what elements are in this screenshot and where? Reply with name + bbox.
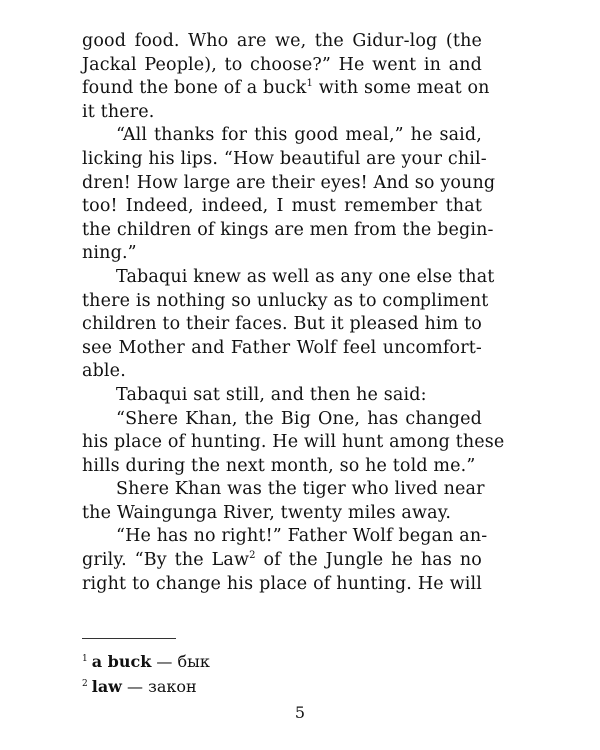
text-line: there is nothing so unlucky as to compliment	[82, 290, 489, 311]
footnote-ref: 1	[306, 78, 314, 90]
footnotes	[82, 649, 210, 699]
footnote-term: law	[91, 677, 122, 696]
text-line: his place of hunting. He will hunt among these	[82, 432, 505, 453]
text-line: Tabaqui knew as well as any one else that	[116, 266, 495, 287]
text-line	[82, 54, 482, 78]
text-line: licking his lips. “How beautiful are your chil-	[82, 148, 487, 169]
footnote-translation: закон	[148, 677, 197, 696]
footnote-dash: —	[151, 652, 178, 671]
footnote-number: 2	[82, 678, 88, 689]
text-fragment: of the Jungle he has no	[255, 550, 482, 571]
footnote	[82, 649, 210, 674]
text-line: it there.	[82, 101, 155, 122]
footnote-term: a buck	[91, 652, 152, 671]
text-line	[82, 549, 482, 573]
text-line: “Shere Khan, the Big One, has changed	[116, 408, 482, 429]
body-text	[82, 30, 505, 596]
text-fragment: grily. “By the Law	[82, 550, 250, 571]
footnote-dash: —	[121, 677, 149, 696]
text-line: able.	[82, 361, 126, 382]
text-line: dren! How large are their eyes! And so young	[82, 172, 496, 193]
footnote-divider	[82, 638, 176, 639]
footnote-ref: 2	[249, 550, 256, 562]
text-line: too! Indeed, indeed, I must remember that	[82, 196, 482, 217]
footnote-number: 1	[82, 653, 88, 664]
text-line: children to their faces. But it pleased him to	[82, 314, 482, 335]
text-line: hills during the next month, so he told me.”	[82, 455, 476, 476]
text-line: ning.”	[82, 243, 137, 264]
text-fragment: found the bone of a buck	[82, 78, 307, 99]
text-line: Tabaqui sat still, and then he said:	[116, 384, 427, 405]
page-number: 5	[294, 703, 306, 722]
text-line: Shere Khan was the tiger who lived near	[116, 479, 485, 500]
text-fragment: Jackal People), to choose?” He went in and	[82, 54, 482, 75]
text-line: right to change his place of hunting. He will	[82, 573, 482, 594]
footnote-translation: бык	[177, 652, 210, 671]
text-line: “All thanks for this good meal,” he said,	[116, 125, 482, 146]
text-line	[82, 77, 490, 101]
text-line: the children of kings are men from the begin-	[82, 219, 494, 240]
text-line: “He has no right!” Father Wolf began an-	[116, 526, 488, 547]
text-line: see Mother and Father Wolf feel uncomfort-	[82, 337, 482, 358]
text-line: the Waingunga River, twenty miles away.	[82, 502, 452, 523]
text-line: good food. Who are we, the Gidur-log (the	[82, 31, 482, 51]
text-fragment: with some meat on	[313, 78, 490, 99]
footnote	[82, 674, 210, 699]
